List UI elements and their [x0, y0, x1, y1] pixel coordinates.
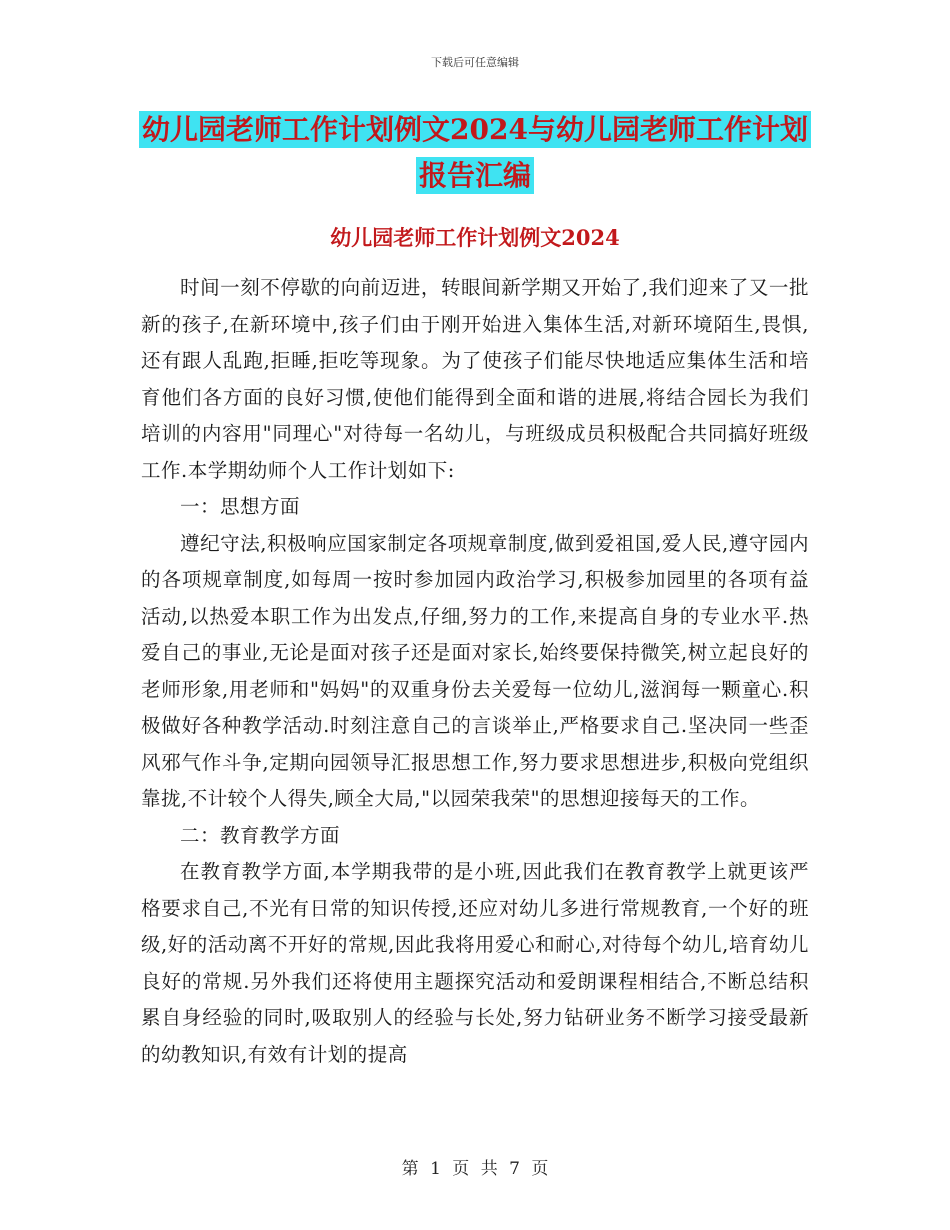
paragraph-intro: 时间一刻不停歇的向前迈进，转眼间新学期又开始了,我们迎来了又一批新的孩子,在新环境中,孩子们由于刚开始进入集体生活,对新环境陌生,畏惧,还有跟人乱跑,拒睡,拒吃等现象。为了使孩子们能尽快地适应集体生活和培育他们各方面的良好习惯,使他们能得到全面和谐的进展,将结合园长为我们培训的内容用"同理心"对待每一名幼儿，与班级成员积极配合共同搞好班级工作.本学期幼师个人工作计划如下: — [141, 276, 809, 482]
header-note: 下载后可任意编辑 — [431, 56, 519, 69]
document-title-line-1: 幼儿园老师工作计划例文2024与幼儿园老师工作计划 — [139, 111, 811, 148]
document-title-line-2: 报告汇编 — [416, 157, 534, 194]
heading-teaching: 二：教育教学方面 — [180, 823, 341, 847]
paragraph-ideology: 遵纪守法,积极响应国家制定各项规章制度,做到爱祖国,爱人民,遵守园内的各项规章制度,如每周一按时参加园内政治学习,积极参加园里的各项有益活动,以热爱本职工作为出发点,仔细,努力的工作,来提高自身的专业水平.热爱自己的事业,无论是面对孩子还是面对家长,始终要保持微笑,树立起良好的老师形象,用老师和"妈妈"的双重身份去关爱每一位幼儿,滋润每一颗童心.积极做好各种教学活动.时刻注意自己的言谈举止,严格要求自己.坚决同一些歪风邪气作斗争,定期向园领导汇报思想工作,努力要求思想进步,积极向党组织靠拢,不计较个人得失,顾全大局,"以园荣我荣"的思想迎接每天的工作。 — [141, 531, 809, 810]
paragraph-teaching: 在教育教学方面,本学期我带的是小班,因此我们在教育教学上就更该严格要求自己,不光有日常的知识传授,还应对幼儿多进行常规教育,一个好的班级,好的活动离不开好的常规,因此我将用爱心和耐心,对待每个幼儿,培育幼儿良好的常规.另外我们还将使用主题探究活动和爱朗课程相结合,不断总结积累自身经验的同时,吸取别人的经验与长处,努力钻研业务不断学习接受最新的幼教知识,有效有计划的提高 — [141, 860, 809, 1066]
heading-ideology: 一：思想方面 — [180, 495, 301, 518]
section-title: 幼儿园老师工作计划例文2024 — [330, 225, 620, 250]
document-title — [0, 110, 950, 196]
page-footer: 第 1 页 共 7 页 — [401, 1159, 549, 1179]
body-text — [141, 270, 809, 1073]
